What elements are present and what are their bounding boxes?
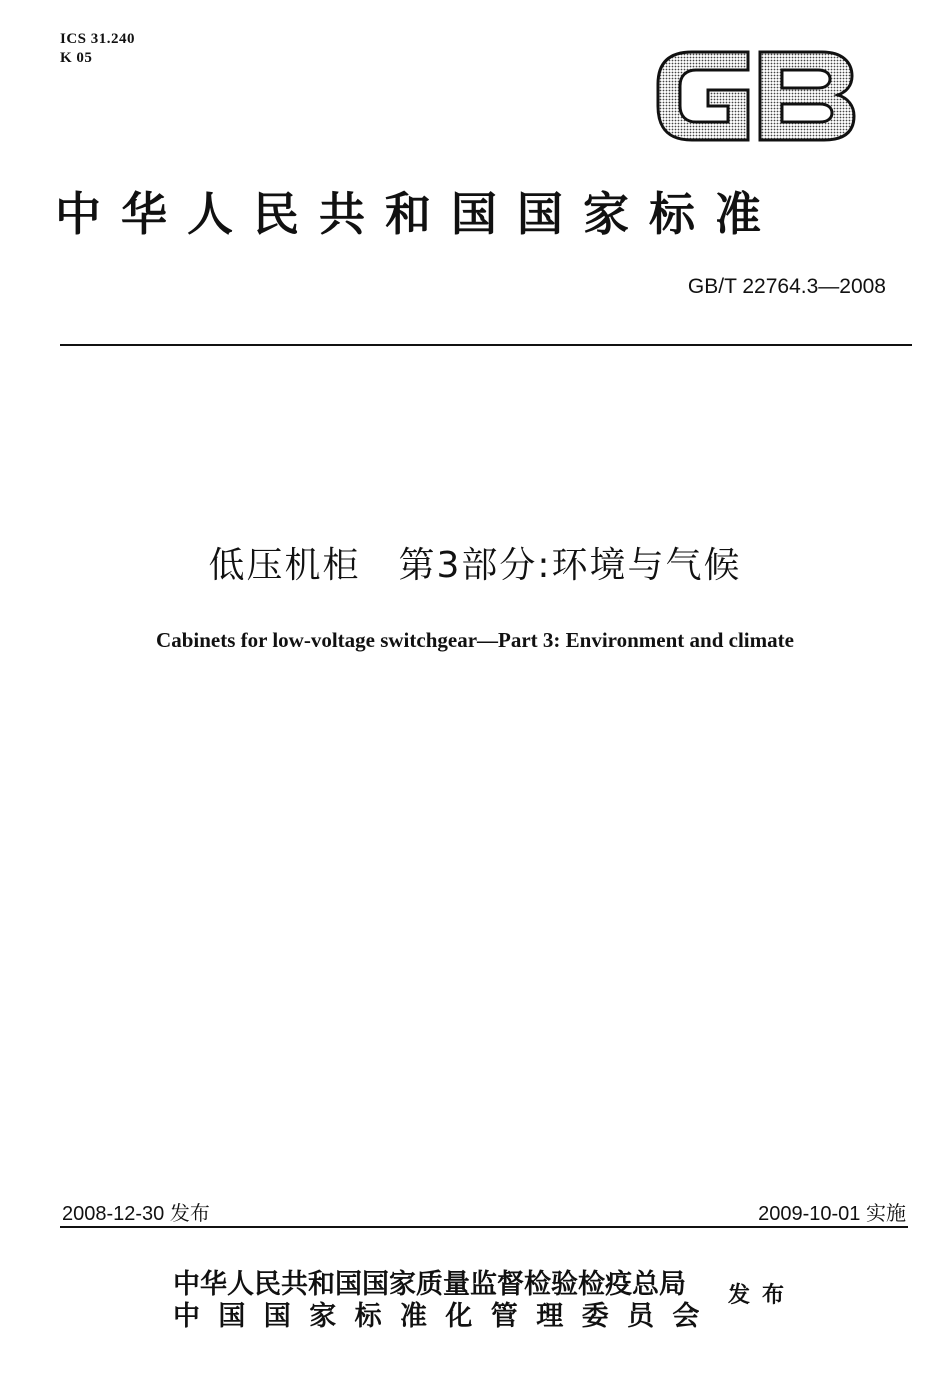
standard-number: GB/T 22764.3—2008 (687, 275, 886, 298)
footer-divider (60, 1226, 908, 1228)
issuer-aqsiq: 中华人民共和国国家质量监督检验检疫总局 (173, 1269, 686, 1300)
issued-by-label: 发布 (728, 1282, 797, 1308)
document-title-chinese: 低压机柜 第3部分:环境与气候 (208, 545, 742, 586)
document-title-english: Cabinets for low-voltage switchgear—Part 3: Environment and climate (156, 628, 794, 652)
issuer-sac: 中国国家标准化管理委员会 (173, 1301, 718, 1332)
gb-standard-logo-icon (650, 44, 860, 146)
ics-code: ICS 31.240 (60, 31, 136, 47)
national-standard-heading: 中华人民共和国国家标准 (55, 187, 781, 241)
ccs-code: K 05 (60, 50, 93, 66)
issue-date: 2008-12-30 发布 (62, 1203, 210, 1225)
implementation-date: 2009-10-01 实施 (758, 1203, 906, 1225)
header-divider (60, 344, 912, 346)
classification-codes (60, 30, 135, 68)
